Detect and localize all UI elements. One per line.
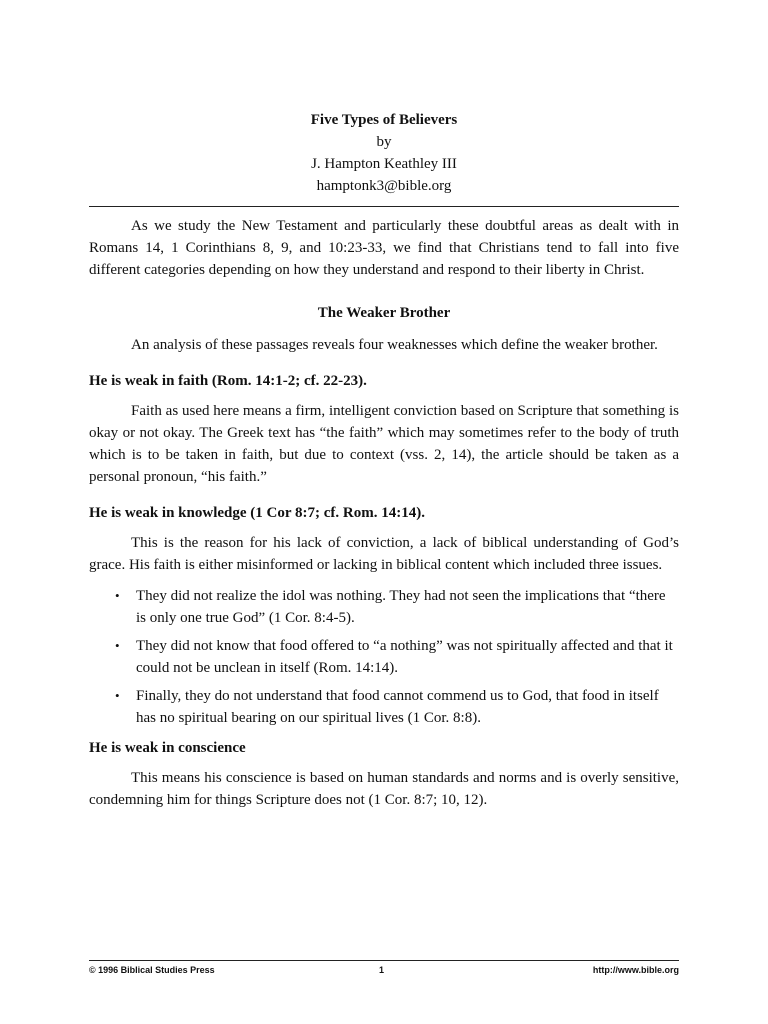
intro-paragraph: As we study the New Testament and particularly these doubtful areas as dealt with in Romans 14, 1 Corinthians 8, 9, and 10:23-33, we find that Christians tend to fall into five different categories depending on how they understand and respond to their liberty in Christ. bbox=[89, 218, 679, 278]
bullet-icon: • bbox=[115, 688, 120, 703]
author-email: hamptonk3@bible.org bbox=[316, 178, 452, 194]
list-item bbox=[89, 585, 679, 629]
footer-copyright: © 1996 Biblical Studies Press bbox=[89, 965, 215, 975]
list-item-text: They did not realize the idol was nothing. They had not seen the implications that “there is only one true God” (1 Cor. 8:4-5). bbox=[136, 588, 666, 626]
section-paragraph: An analysis of these passages reveals four weaknesses which define the weaker brother. bbox=[131, 337, 658, 353]
list-item-text: They did not know that food offered to “a nothing” was not spiritually affected and that it could not be unclean in itself (Rom. 14:14). bbox=[136, 638, 673, 676]
faith-heading: He is weak in faith (Rom. 14:1-2; cf. 22-23). bbox=[89, 373, 367, 389]
header-divider bbox=[89, 206, 679, 207]
footer-page-number: 1 bbox=[379, 965, 385, 975]
conscience-paragraph: This means his conscience is based on human standards and norms and is overly sensitive, condemning him for things Scripture does not (1 Cor. 8:7; 10, 12). bbox=[89, 770, 679, 808]
list-item bbox=[89, 685, 679, 729]
byline-by: by bbox=[376, 134, 392, 150]
section-heading: The Weaker Brother bbox=[317, 305, 451, 321]
faith-paragraph: Faith as used here means a firm, intelligent conviction based on Scripture that something is okay or not okay. The Greek text has “the faith” which may sometimes refer to the body of truth which is to be taken in faith, but due to context (vss. 2, 14), the article should be taken as a personal pronoun, “his faith.” bbox=[89, 403, 679, 485]
author-name: J. Hampton Keathley III bbox=[311, 156, 457, 172]
list-item-text: Finally, they do not understand that food cannot commend us to God, that food in itself has no spiritual bearing on our spiritual lives (1 Cor. 8:8). bbox=[136, 688, 659, 726]
document-title: Five Types of Believers bbox=[310, 112, 458, 128]
bullet-icon: • bbox=[115, 638, 120, 653]
document-page bbox=[89, 0, 679, 811]
bullet-icon: • bbox=[115, 588, 120, 603]
knowledge-heading: He is weak in knowledge (1 Cor 8:7; cf. Rom. 14:14). bbox=[89, 505, 425, 521]
knowledge-bullet-list bbox=[89, 585, 679, 729]
list-item bbox=[89, 635, 679, 679]
conscience-heading: He is weak in conscience bbox=[89, 740, 246, 756]
knowledge-paragraph: This is the reason for his lack of conviction, a lack of biblical understanding of God’s grace. His faith is either misinformed or lacking in biblical content which included three issues. bbox=[89, 535, 679, 573]
page-footer bbox=[89, 960, 679, 975]
footer-url-link[interactable]: http://www.bible.org bbox=[592, 965, 679, 975]
